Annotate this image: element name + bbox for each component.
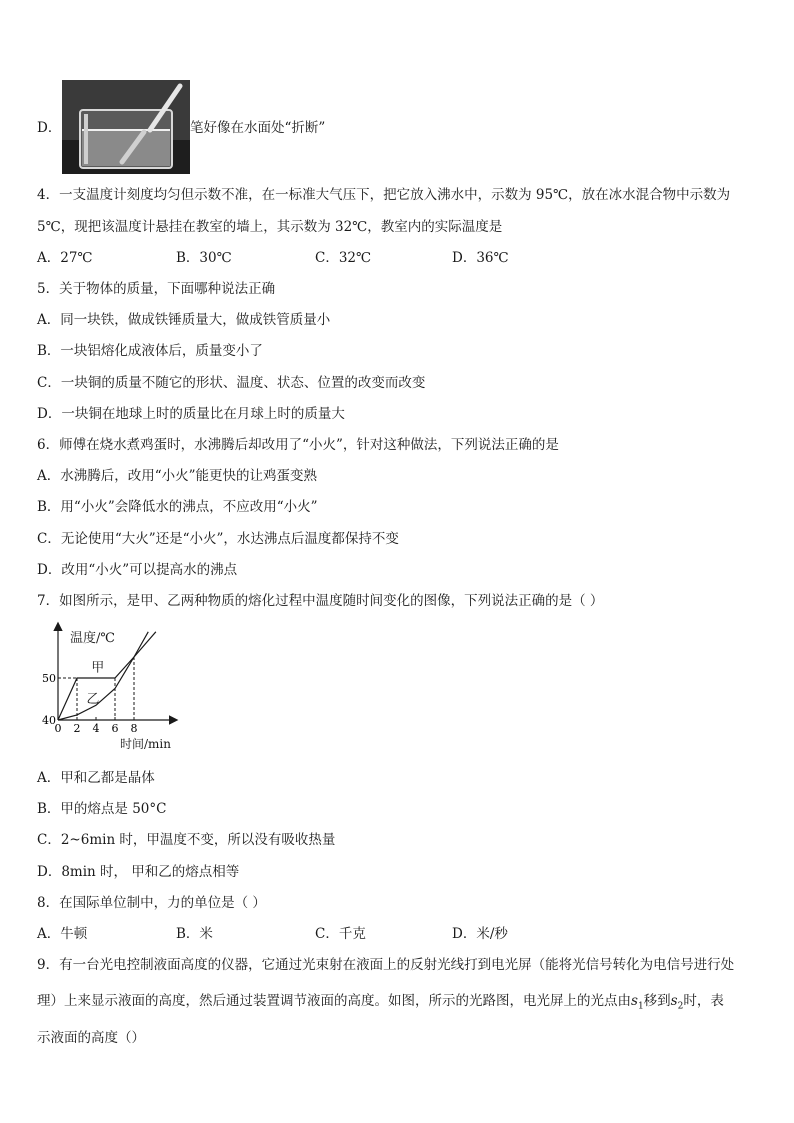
y-axis-label: 温度/℃: [70, 631, 115, 646]
y-tick-label: 50: [42, 672, 56, 685]
q9-s2-subscript: 2: [677, 1001, 684, 1012]
q7-option-c: C．2~6min 时，甲温度不变，所以没有吸收热量: [37, 832, 336, 848]
q4-stem-line2: 5℃，现把该温度计悬挂在教室的墙上，其示数为 32℃，教室内的实际温度是: [37, 219, 503, 235]
q7-temperature-time-graph: [36, 620, 186, 754]
q8-option-b: B．米: [176, 926, 213, 942]
q9-s1-symbol: s: [631, 993, 638, 1009]
q7-option-d: D．8min 时， 甲和乙的熔点相等: [37, 864, 240, 880]
q5-option-c: C．一块铜的质量不随它的形状、温度、状态、位置的改变而改变: [37, 375, 426, 391]
x-tick-label: 2: [73, 722, 81, 735]
beaker-pen-photo: [62, 80, 190, 174]
q9-line2-b: 移到: [643, 993, 671, 1009]
q5-option-b: B．一块铝熔化成液体后，质量变小了: [37, 343, 263, 359]
q5-option-d: D．一块铜在地球上时的质量比在月球上时的质量大: [37, 406, 345, 422]
q3-option-d-text: 笔好像在水面处“折断”: [190, 120, 326, 136]
y-tick-label: 40: [42, 714, 56, 727]
x-tick-label: 0: [54, 722, 62, 735]
q8-option-d: D．米/秒: [452, 926, 508, 942]
q8-stem: 8．在国际单位制中，力的单位是（ ）: [37, 895, 266, 911]
q4-stem-line1: 4．一支温度计刻度均匀但示数不准，在一标准大气压下，把它放入沸水中，示数为 95℃，放在冰水混合物中示数为: [37, 187, 731, 203]
q6-stem: 6．师傅在烧水煮鸡蛋时，水沸腾后却改用了“小火”，针对这种做法，下列说法正确的是: [37, 437, 559, 453]
q6-option-b: B．用“小火”会降低水的沸点，不应改用“小火”: [37, 499, 318, 515]
series-yi-label: 乙: [86, 692, 100, 708]
q5-stem: 5．关于物体的质量，下面哪种说法正确: [37, 281, 276, 297]
q3-option-d-label: D．: [37, 120, 62, 136]
q4-option-b: B．30℃: [176, 250, 232, 266]
q8-option-c: C．千克: [315, 926, 366, 942]
q8-option-a: A．牛顿: [37, 926, 88, 942]
x-tick-label: 8: [130, 722, 138, 735]
q7-stem: 7．如图所示，是甲、乙两种物质的熔化过程中温度随时间变化的图像，下列说法正确的是（ ）: [37, 593, 604, 609]
q6-option-c: C．无论使用“大火”还是“小火”，水达沸点后温度都保持不变: [37, 531, 399, 547]
q9-line2-a: 理）上来显示液面的高度，然后通过装置调节液面的高度。如图，所示的光路图，电光屏上的光点由: [37, 993, 631, 1009]
q9-s1-subscript: 1: [637, 1001, 644, 1012]
q9-line2-c: 时，表: [683, 993, 724, 1009]
x-axis-label: 时间/min: [120, 737, 171, 751]
q4-option-d: D．36℃: [452, 250, 509, 266]
q7-option-a: A．甲和乙都是晶体: [37, 770, 155, 786]
q9-s2-symbol: s: [670, 993, 678, 1009]
q4-option-a: A．27℃: [37, 250, 93, 266]
q9-stem-line2: [37, 992, 724, 1016]
q9-stem-line3: 示液面的高度（）: [37, 1030, 145, 1046]
q9-stem-line1: 9．有一台光电控制液面高度的仪器，它通过光束射在液面上的反射光线打到电光屏（能将光信号转化为电信号进行处: [37, 957, 735, 973]
q6-option-d: D．改用“小火”可以提高水的沸点: [37, 562, 238, 578]
q6-option-a: A．水沸腾后，改用“小火”能更快的让鸡蛋变熟: [37, 468, 318, 484]
series-jia-label: 甲: [91, 660, 105, 676]
x-tick-label: 6: [111, 722, 119, 735]
q4-option-c: C．32℃: [315, 250, 372, 266]
x-tick-label: 4: [92, 722, 100, 735]
q7-option-b: B．甲的熔点是 50°C: [37, 801, 167, 817]
q5-option-a: A．同一块铁，做成铁锤质量大，做成铁管质量小: [37, 312, 331, 328]
